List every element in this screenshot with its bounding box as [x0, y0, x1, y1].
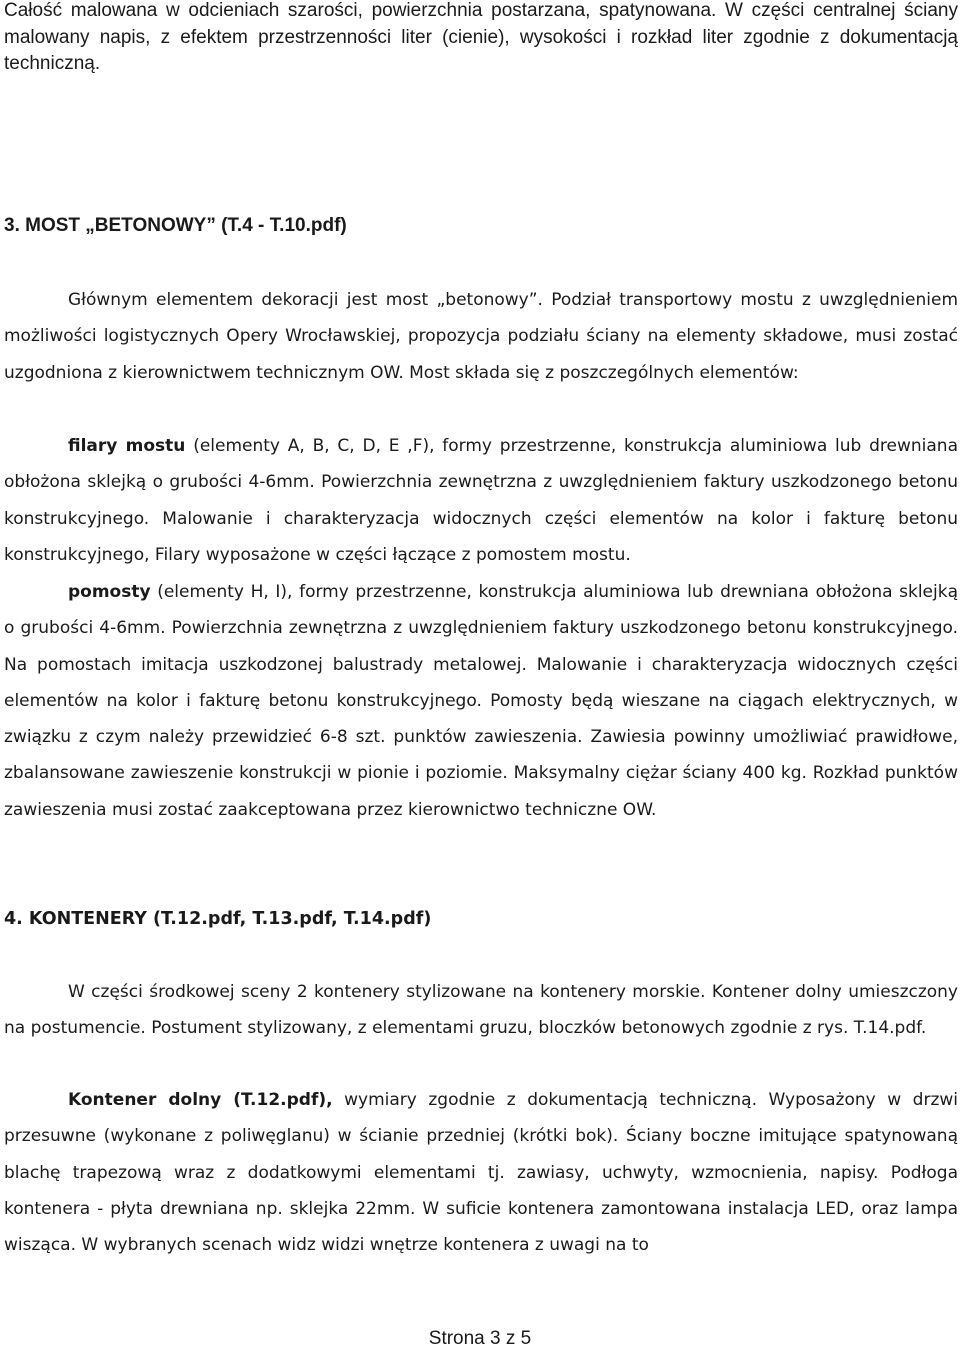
- filary-paragraph: [4, 428, 958, 573]
- kontener-label: Kontener dolny (T.12.pdf),: [68, 1090, 333, 1110]
- pomosty-paragraph: [4, 574, 958, 828]
- section-3-intro-text: Głównym elementem dekoracji jest most „betonowy”. Podział transportowy mostu z uwzględnieniem możliwości logistycznych Opery Wrocławskiej, propozycja podziału ściany na elementy składowe, musi zostać uzgodniona z kierownictwem technicznym OW. Most składa się z poszczególnych elementów:: [4, 290, 958, 383]
- section-4-intro-text: W części środkowej sceny 2 kontenery stylizowane na kontenery morskie. Kontener dolny umieszczony na postumencie. Postument stylizowany, z elementami gruzu, bloczków betonowych zgodnie z rys. T.14.pdf.: [4, 982, 958, 1039]
- section-4-heading: 4. KONTENERY (T.12.pdf, T.13.pdf, T.14.pdf): [4, 909, 432, 929]
- pomosty-label: pomosty: [68, 582, 151, 602]
- section-3-intro-paragraph: [4, 282, 958, 391]
- section-3-heading: 3. MOST „BETONOWY” (T.4 - T.10.pdf): [4, 215, 347, 236]
- filary-text: (elementy A, B, C, D, E ,F), formy przestrzenne, konstrukcja aluminiowa lub drewniana obłożona sklejką o grubości 4-6mm. Powierzchnia zewnętrzna z uwzględnieniem faktury uszkodzonego betonu konstrukcyjnego. Malowanie i charakteryzacja widocznych części elementów na kolor i fakturę betonu konstrukcyjnego, Filary wyposażone w części łączące z pomostem mostu.: [4, 436, 958, 565]
- intro-paragraph: Całość malowana w odcieniach szarości, powierzchnia postarzana, spatynowana. W części centralnej ściany malowany napis, z efektem przestrzenności liter (cienie), wysokości i rozkład liter zgodnie z dokumentacją techniczną.: [4, 0, 958, 74]
- pomosty-text: (elementy H, I), formy przestrzenne, konstrukcja aluminiowa lub drewniana obłożona sklejką o grubości 4-6mm. Powierzchnia zewnętrzna z uwzględnieniem faktury uszkodzonego betonu konstrukcyjnego. Na pomostach imitacja uszkodzonej balustrady metalowej. Malowanie i charakteryzacja widocznych części elementów na kolor i fakturę betonu konstrukcyjnego. Pomosty będą wieszane na ciągach elektrycznych, w związku z czym należy przewidzieć 6-8 szt. punktów zawieszenia. Zawiesia powinny umożliwiać prawidłowe, zbalansowane zawieszenie konstrukcji w pionie i poziomie. Maksymalny ciężar ściany 400 kg. Rozkład punktów zawieszenia musi zostać zaakceptowana przez kierownictwo techniczne OW.: [4, 582, 958, 820]
- kontener-paragraph: [4, 1082, 958, 1263]
- page-footer: Strona 3 z 5: [428, 1328, 532, 1349]
- section-4-intro-paragraph: [4, 974, 958, 1047]
- filary-label: filary mostu: [68, 436, 186, 456]
- kontener-text: wymiary zgodnie z dokumentacją techniczną. Wyposażony w drzwi przesuwne (wykonane z poliwęglanu) w ścianie przedniej (krótki bok). Ściany boczne imitujące spatynowaną blachę trapezową wraz z dodatkowymi elementami tj. zawiasy, uchwyty, wzmocnienia, napisy. Podłoga kontenera - płyta drewniana np. sklejka 22mm. W suficie kontenera zamontowana instalacja LED, oraz lampa wisząca. W wybranych scenach widz widzi wnętrze kontenera z uwagi na to: [4, 1090, 958, 1256]
